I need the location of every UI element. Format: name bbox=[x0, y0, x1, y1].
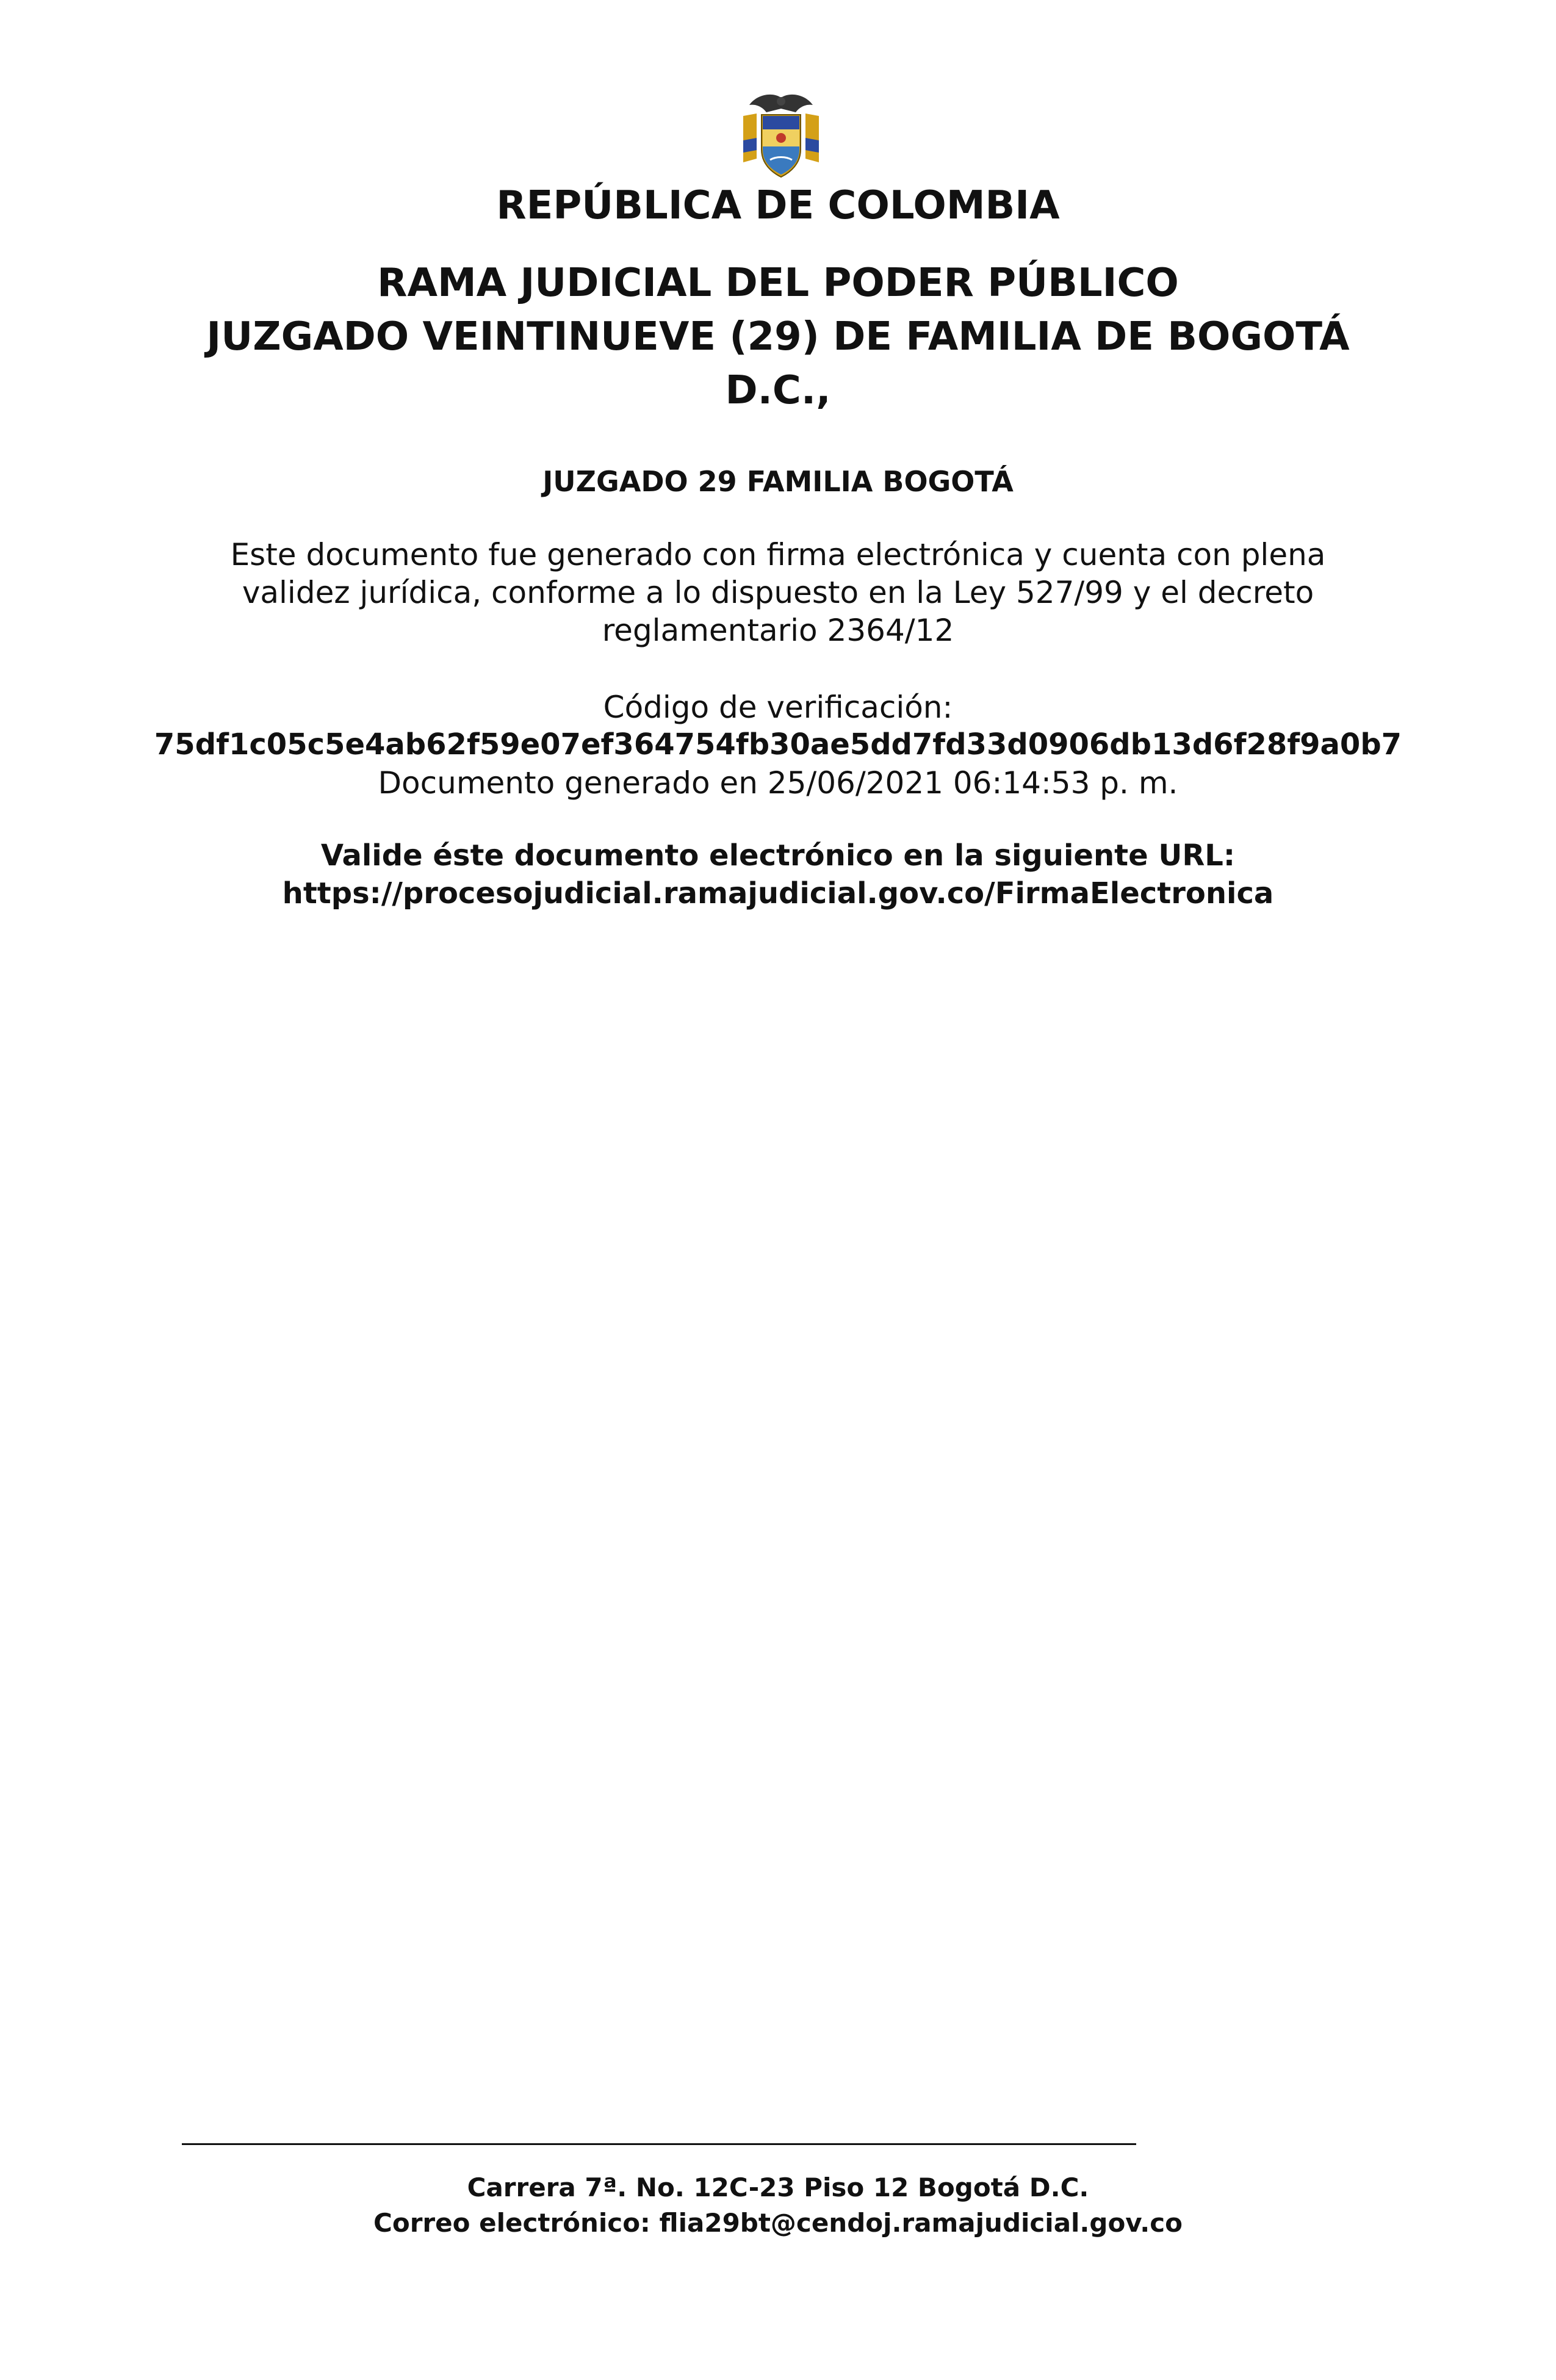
footer-divider bbox=[182, 2143, 1136, 2145]
validation-url[interactable]: https://procesojudicial.ramajudicial.gov.co/FirmaElectronica bbox=[282, 876, 1274, 911]
validation-instruction: Valide éste documento electrónico en la siguiente URL: bbox=[320, 838, 1236, 873]
court-name-line2: D.C., bbox=[725, 368, 831, 413]
court-name-line1: JUZGADO VEINTINUEVE (29) DE FAMILIA DE BOGOTÁ bbox=[206, 314, 1350, 359]
colombia-coat-of-arms-icon bbox=[738, 92, 824, 183]
footer-address: Carrera 7ª. No. 12C-23 Piso 12 Bogotá D.C. bbox=[467, 2173, 1089, 2202]
verification-label: Código de verificación: bbox=[603, 690, 953, 725]
court-heading bbox=[0, 256, 1556, 417]
legal-notice-line3: reglamentario 2364/12 bbox=[602, 613, 954, 648]
signing-court-name: JUZGADO 29 FAMILIA BOGOTÁ bbox=[542, 465, 1014, 498]
country-heading: REPÚBLICA DE COLOMBIA bbox=[496, 183, 1060, 228]
branch-heading: RAMA JUDICIAL DEL PODER PÚBLICO bbox=[377, 261, 1179, 306]
footer-email[interactable]: Correo electrónico: flia29bt@cendoj.ramajudicial.gov.co bbox=[373, 2208, 1183, 2238]
legal-notice-line1: Este documento fue generado con firma electrónica y cuenta con plena bbox=[230, 537, 1326, 572]
legal-notice-line2: validez jurídica, conforme a lo dispuesto en la Ley 527/99 y el decreto bbox=[242, 575, 1314, 610]
verification-code: 75df1c05c5e4ab62f59e07ef364754fb30ae5dd7fd33d0906db13d6f28f9a0b7 bbox=[154, 727, 1402, 762]
generation-timestamp: Documento generado en 25/06/2021 06:14:53 p. m. bbox=[378, 765, 1178, 801]
legal-notice bbox=[207, 536, 1349, 649]
